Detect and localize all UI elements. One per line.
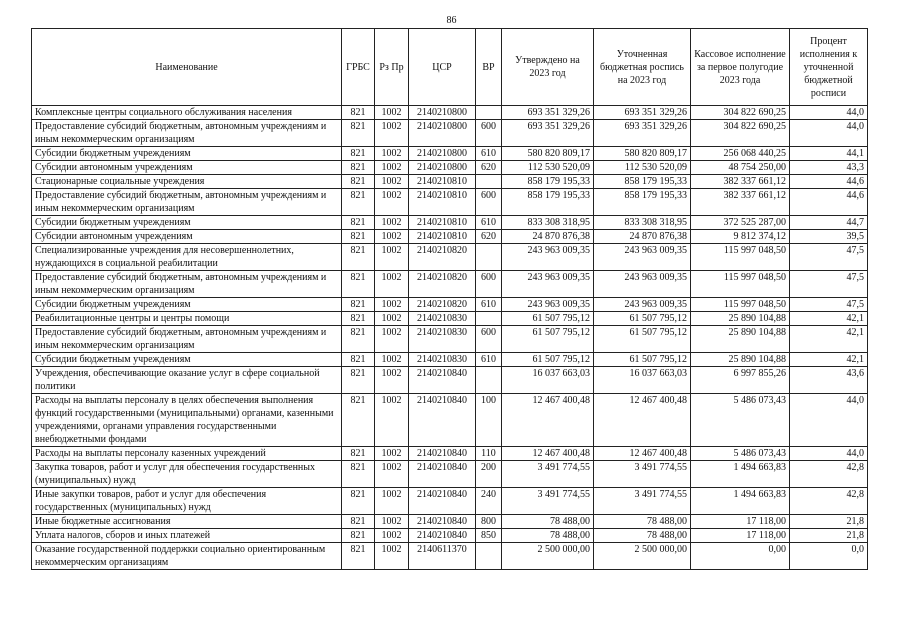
cell-percent: 42,1 [790, 326, 868, 353]
cell-vr: 620 [476, 161, 502, 175]
cell-refined: 78 488,00 [594, 529, 691, 543]
table-row [32, 216, 868, 230]
cell-approved: 858 179 195,33 [502, 175, 594, 189]
cell-name: Субсидии автономным учреждениям [32, 230, 342, 244]
cell-approved: 693 351 329,26 [502, 106, 594, 120]
table-row [32, 175, 868, 189]
table-row [32, 244, 868, 271]
cell-vr [476, 244, 502, 271]
cell-refined: 3 491 774,55 [594, 488, 691, 515]
cell-grbs: 821 [342, 326, 375, 353]
cell-cash: 382 337 661,12 [691, 175, 790, 189]
header-vr: ВР [476, 29, 502, 106]
cell-csr: 2140210840 [409, 515, 476, 529]
cell-approved: 112 530 520,09 [502, 161, 594, 175]
table-row [32, 367, 868, 394]
cell-name: Реабилитационные центры и центры помощи [32, 312, 342, 326]
cell-cash: 382 337 661,12 [691, 189, 790, 216]
cell-percent: 44,7 [790, 216, 868, 230]
cell-name: Предоставление субсидий бюджетным, автономным учреждениям и иным некоммерческим организациям [32, 120, 342, 147]
cell-rzpr: 1002 [375, 147, 409, 161]
cell-grbs: 821 [342, 529, 375, 543]
cell-csr: 2140210840 [409, 367, 476, 394]
cell-refined: 2 500 000,00 [594, 543, 691, 570]
cell-refined: 693 351 329,26 [594, 106, 691, 120]
cell-approved: 12 467 400,48 [502, 394, 594, 447]
cell-approved: 24 870 876,38 [502, 230, 594, 244]
cell-rzpr: 1002 [375, 271, 409, 298]
cell-cash: 115 997 048,50 [691, 271, 790, 298]
table-row [32, 515, 868, 529]
cell-refined: 693 351 329,26 [594, 120, 691, 147]
cell-csr: 2140210820 [409, 271, 476, 298]
cell-approved: 243 963 009,35 [502, 271, 594, 298]
cell-vr: 600 [476, 120, 502, 147]
cell-percent: 44,0 [790, 447, 868, 461]
cell-approved: 61 507 795,12 [502, 326, 594, 353]
table-row [32, 353, 868, 367]
cell-refined: 12 467 400,48 [594, 394, 691, 447]
cell-cash: 6 997 855,26 [691, 367, 790, 394]
cell-rzpr: 1002 [375, 543, 409, 570]
table-row [32, 120, 868, 147]
cell-grbs: 821 [342, 394, 375, 447]
cell-refined: 61 507 795,12 [594, 312, 691, 326]
cell-rzpr: 1002 [375, 394, 409, 447]
table-row [32, 147, 868, 161]
cell-csr: 2140210800 [409, 106, 476, 120]
cell-grbs: 821 [342, 244, 375, 271]
header-grbs: ГРБС [342, 29, 375, 106]
cell-cash: 304 822 690,25 [691, 106, 790, 120]
cell-csr: 2140210810 [409, 230, 476, 244]
cell-cash: 25 890 104,88 [691, 353, 790, 367]
cell-percent: 39,5 [790, 230, 868, 244]
cell-grbs: 821 [342, 271, 375, 298]
cell-percent: 21,8 [790, 529, 868, 543]
cell-vr: 620 [476, 230, 502, 244]
cell-percent: 43,3 [790, 161, 868, 175]
cell-vr: 610 [476, 216, 502, 230]
cell-approved: 243 963 009,35 [502, 244, 594, 271]
cell-cash: 9 812 374,12 [691, 230, 790, 244]
cell-refined: 3 491 774,55 [594, 461, 691, 488]
cell-approved: 61 507 795,12 [502, 353, 594, 367]
cell-grbs: 821 [342, 353, 375, 367]
cell-grbs: 821 [342, 216, 375, 230]
cell-name: Субсидии автономным учреждениям [32, 161, 342, 175]
cell-cash: 25 890 104,88 [691, 326, 790, 353]
cell-vr: 100 [476, 394, 502, 447]
cell-refined: 24 870 876,38 [594, 230, 691, 244]
cell-vr [476, 543, 502, 570]
cell-cash: 48 754 250,00 [691, 161, 790, 175]
cell-approved: 61 507 795,12 [502, 312, 594, 326]
cell-csr: 2140210830 [409, 312, 476, 326]
cell-vr: 110 [476, 447, 502, 461]
cell-rzpr: 1002 [375, 106, 409, 120]
cell-csr: 2140210820 [409, 298, 476, 312]
cell-cash: 17 118,00 [691, 515, 790, 529]
cell-grbs: 821 [342, 298, 375, 312]
cell-grbs: 821 [342, 312, 375, 326]
cell-csr: 2140210800 [409, 120, 476, 147]
cell-vr [476, 106, 502, 120]
cell-name: Комплексные центры социального обслуживания населения [32, 106, 342, 120]
cell-csr: 2140210810 [409, 175, 476, 189]
cell-rzpr: 1002 [375, 120, 409, 147]
table-row [32, 106, 868, 120]
cell-percent: 42,8 [790, 461, 868, 488]
cell-cash: 256 068 440,25 [691, 147, 790, 161]
cell-cash: 25 890 104,88 [691, 312, 790, 326]
cell-refined: 580 820 809,17 [594, 147, 691, 161]
cell-csr: 2140210800 [409, 161, 476, 175]
header-rzpr: Рз Пр [375, 29, 409, 106]
table-row [32, 161, 868, 175]
cell-cash: 372 525 287,00 [691, 216, 790, 230]
cell-vr: 610 [476, 353, 502, 367]
cell-grbs: 821 [342, 461, 375, 488]
cell-approved: 693 351 329,26 [502, 120, 594, 147]
cell-name: Субсидии бюджетным учреждениям [32, 216, 342, 230]
cell-approved: 78 488,00 [502, 515, 594, 529]
cell-refined: 858 179 195,33 [594, 189, 691, 216]
cell-percent: 44,6 [790, 175, 868, 189]
cell-name: Предоставление субсидий бюджетным, автономным учреждениям и иным некоммерческим организациям [32, 189, 342, 216]
cell-refined: 61 507 795,12 [594, 326, 691, 353]
cell-vr [476, 367, 502, 394]
cell-cash: 17 118,00 [691, 529, 790, 543]
cell-rzpr: 1002 [375, 367, 409, 394]
table-row [32, 298, 868, 312]
cell-rzpr: 1002 [375, 175, 409, 189]
cell-name: Иные бюджетные ассигнования [32, 515, 342, 529]
cell-approved: 3 491 774,55 [502, 461, 594, 488]
cell-rzpr: 1002 [375, 161, 409, 175]
cell-rzpr: 1002 [375, 529, 409, 543]
cell-csr: 2140210800 [409, 147, 476, 161]
cell-percent: 42,8 [790, 488, 868, 515]
table-row [32, 488, 868, 515]
cell-grbs: 821 [342, 543, 375, 570]
cell-refined: 243 963 009,35 [594, 298, 691, 312]
cell-csr: 2140210840 [409, 461, 476, 488]
cell-rzpr: 1002 [375, 461, 409, 488]
cell-grbs: 821 [342, 175, 375, 189]
table-header-row [32, 29, 868, 106]
cell-percent: 44,0 [790, 394, 868, 447]
table-row [32, 230, 868, 244]
cell-refined: 16 037 663,03 [594, 367, 691, 394]
table-row [32, 461, 868, 488]
budget-execution-table [31, 28, 868, 570]
cell-name: Субсидии бюджетным учреждениям [32, 147, 342, 161]
page-number: 86 [446, 15, 457, 26]
cell-approved: 78 488,00 [502, 529, 594, 543]
table-row [32, 312, 868, 326]
cell-vr: 610 [476, 147, 502, 161]
header-approved: Утверждено на 2023 год [502, 29, 594, 106]
cell-refined: 78 488,00 [594, 515, 691, 529]
cell-rzpr: 1002 [375, 515, 409, 529]
header-csr: ЦСР [409, 29, 476, 106]
cell-percent: 21,8 [790, 515, 868, 529]
cell-refined: 833 308 318,95 [594, 216, 691, 230]
cell-csr: 2140210840 [409, 488, 476, 515]
cell-refined: 243 963 009,35 [594, 271, 691, 298]
cell-name: Специализированные учреждения для несовершеннолетних, нуждающихся в социальной реабилитации [32, 244, 342, 271]
cell-approved: 2 500 000,00 [502, 543, 594, 570]
cell-approved: 243 963 009,35 [502, 298, 594, 312]
cell-cash: 5 486 073,43 [691, 447, 790, 461]
cell-vr: 600 [476, 271, 502, 298]
cell-refined: 858 179 195,33 [594, 175, 691, 189]
cell-csr: 2140210810 [409, 216, 476, 230]
cell-grbs: 821 [342, 189, 375, 216]
table-row [32, 189, 868, 216]
cell-approved: 580 820 809,17 [502, 147, 594, 161]
cell-name: Расходы на выплаты персоналу в целях обеспечения выполнения функций государственными (муниципальными) органами, казенными учреждениями, органами управления государственными внебюджетными фондами [32, 394, 342, 447]
cell-name: Оказание государственной поддержки социально ориентированным некоммерческим организациям [32, 543, 342, 570]
table-row [32, 394, 868, 447]
cell-percent: 42,1 [790, 312, 868, 326]
cell-rzpr: 1002 [375, 216, 409, 230]
cell-grbs: 821 [342, 447, 375, 461]
cell-name: Стационарные социальные учреждения [32, 175, 342, 189]
cell-csr: 2140210830 [409, 326, 476, 353]
cell-grbs: 821 [342, 515, 375, 529]
header-cash: Кассовое исполнение за первое полугодие 2023 года [691, 29, 790, 106]
cell-name: Предоставление субсидий бюджетным, автономным учреждениям и иным некоммерческим организациям [32, 271, 342, 298]
cell-vr: 610 [476, 298, 502, 312]
table-row [32, 326, 868, 353]
cell-csr: 2140210840 [409, 529, 476, 543]
header-percent: Процент исполнения к уточненной бюджетной росписи [790, 29, 868, 106]
cell-refined: 112 530 520,09 [594, 161, 691, 175]
cell-csr: 2140611370 [409, 543, 476, 570]
cell-grbs: 821 [342, 367, 375, 394]
cell-percent: 44,1 [790, 147, 868, 161]
table-row [32, 529, 868, 543]
cell-csr: 2140210840 [409, 394, 476, 447]
cell-refined: 12 467 400,48 [594, 447, 691, 461]
cell-vr: 240 [476, 488, 502, 515]
cell-percent: 0,0 [790, 543, 868, 570]
cell-percent: 44,6 [790, 189, 868, 216]
table-row [32, 271, 868, 298]
cell-rzpr: 1002 [375, 447, 409, 461]
cell-rzpr: 1002 [375, 353, 409, 367]
cell-percent: 47,5 [790, 298, 868, 312]
cell-name: Уплата налогов, сборов и иных платежей [32, 529, 342, 543]
table-row [32, 447, 868, 461]
table-body [32, 106, 868, 570]
cell-cash: 0,00 [691, 543, 790, 570]
cell-cash: 5 486 073,43 [691, 394, 790, 447]
cell-percent: 44,0 [790, 120, 868, 147]
cell-grbs: 821 [342, 230, 375, 244]
cell-percent: 44,0 [790, 106, 868, 120]
cell-vr [476, 175, 502, 189]
cell-name: Учреждения, обеспечивающие оказание услуг в сфере социальной политики [32, 367, 342, 394]
cell-rzpr: 1002 [375, 312, 409, 326]
cell-approved: 16 037 663,03 [502, 367, 594, 394]
cell-approved: 12 467 400,48 [502, 447, 594, 461]
cell-vr [476, 312, 502, 326]
cell-vr: 800 [476, 515, 502, 529]
cell-grbs: 821 [342, 488, 375, 515]
cell-vr: 600 [476, 326, 502, 353]
cell-percent: 43,6 [790, 367, 868, 394]
table-row [32, 543, 868, 570]
cell-cash: 1 494 663,83 [691, 488, 790, 515]
cell-approved: 833 308 318,95 [502, 216, 594, 230]
cell-rzpr: 1002 [375, 189, 409, 216]
cell-grbs: 821 [342, 106, 375, 120]
cell-cash: 304 822 690,25 [691, 120, 790, 147]
header-refined: Уточненная бюджетная роспись на 2023 год [594, 29, 691, 106]
cell-vr: 200 [476, 461, 502, 488]
cell-cash: 115 997 048,50 [691, 298, 790, 312]
cell-grbs: 821 [342, 147, 375, 161]
cell-approved: 858 179 195,33 [502, 189, 594, 216]
cell-rzpr: 1002 [375, 298, 409, 312]
cell-csr: 2140210840 [409, 447, 476, 461]
cell-refined: 61 507 795,12 [594, 353, 691, 367]
cell-grbs: 821 [342, 161, 375, 175]
cell-name: Иные закупки товаров, работ и услуг для обеспечения государственных (муниципальных) нужд [32, 488, 342, 515]
cell-cash: 115 997 048,50 [691, 244, 790, 271]
cell-csr: 2140210810 [409, 189, 476, 216]
cell-name: Субсидии бюджетным учреждениям [32, 353, 342, 367]
cell-name: Предоставление субсидий бюджетным, автономным учреждениям и иным некоммерческим организациям [32, 326, 342, 353]
cell-rzpr: 1002 [375, 326, 409, 353]
cell-name: Субсидии бюджетным учреждениям [32, 298, 342, 312]
cell-rzpr: 1002 [375, 244, 409, 271]
cell-vr: 850 [476, 529, 502, 543]
cell-percent: 47,5 [790, 244, 868, 271]
cell-approved: 3 491 774,55 [502, 488, 594, 515]
cell-name: Закупка товаров, работ и услуг для обеспечения государственных (муниципальных) нужд [32, 461, 342, 488]
cell-csr: 2140210820 [409, 244, 476, 271]
cell-percent: 47,5 [790, 271, 868, 298]
cell-vr: 600 [476, 189, 502, 216]
cell-refined: 243 963 009,35 [594, 244, 691, 271]
cell-percent: 42,1 [790, 353, 868, 367]
cell-cash: 1 494 663,83 [691, 461, 790, 488]
cell-name: Расходы на выплаты персоналу казенных учреждений [32, 447, 342, 461]
cell-csr: 2140210830 [409, 353, 476, 367]
cell-grbs: 821 [342, 120, 375, 147]
cell-rzpr: 1002 [375, 488, 409, 515]
header-name: Наименование [32, 29, 342, 106]
cell-rzpr: 1002 [375, 230, 409, 244]
